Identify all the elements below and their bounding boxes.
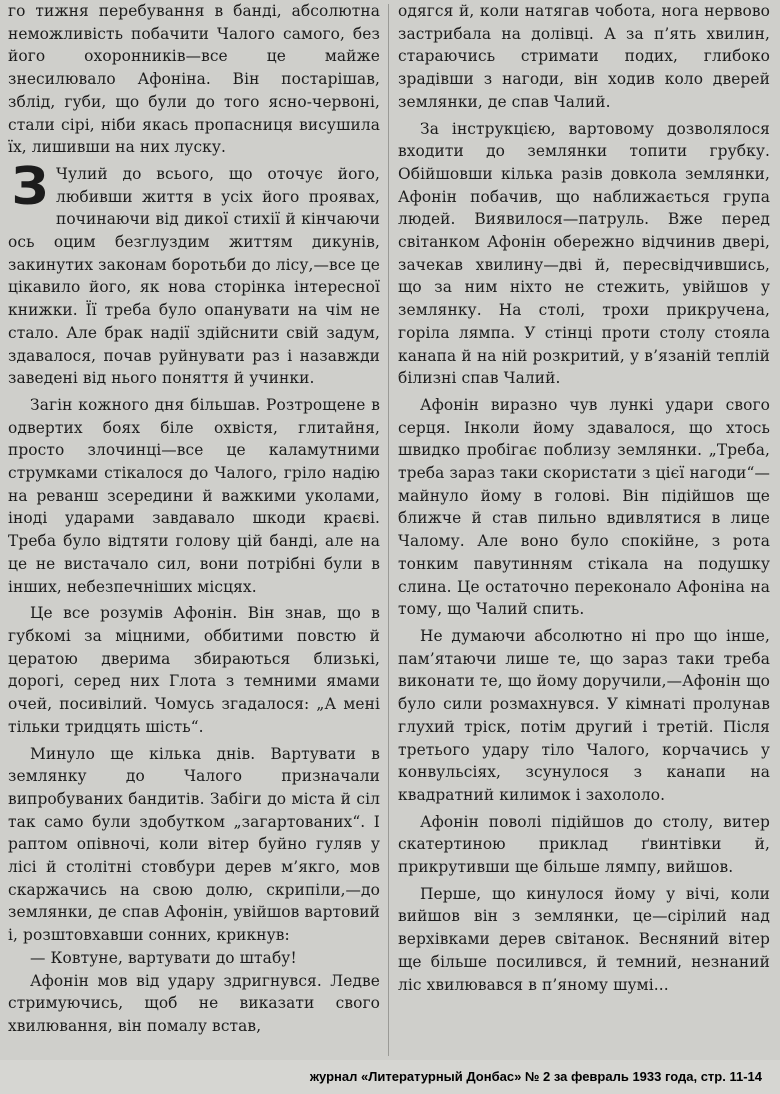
paragraph-with-dropcap xyxy=(8,156,380,390)
paragraph: Афонін поволі підійшов до столу, витер скатертиною приклад ґвинтівки й, прикрутивши ще більше лямпу, вийшов. xyxy=(398,812,770,877)
paragraph: Афонін мов від удару здригнувся. Ледве стримуючись, щоб не виказати свого хвилювання, він помалу встав, xyxy=(8,971,380,1035)
paragraph: го тижня перебування в банді, абсолютна неможливість побачити Чалого самого, без його охоронників—все це майже знесилювало Афоніна. Він постарішав, зблід, губи, що були до того ясно-червоні, стали сірі, ніби якась пропасниця висушила їх, лишивши на них луску. xyxy=(8,2,380,157)
paragraph: Минуло ще кілька днів. Вартувати в землянку до Чалого призначали випробуваних бандитів. Забіги до міста й сіл так само були здобутком „загартованих“. І раптом опівночі, коли вітер буйно гуляв у лісі й столітні стовбури дерев м’якго, мов скаржачись на свою долю, скрипіли,—до землянки, де спав Афонін, увійшов вартовий і, розштовхавши сонних, крикнув: xyxy=(8,744,380,945)
paragraph: одягся й, коли натягав чобота, нога нервово застрибала на долівці. А за п’ять хвилин, стараючись стримати подих, глибоко зрадівши з нагоди, він ходив коло дверей землянки, де спав Чалий. xyxy=(398,2,770,111)
dialogue-line: — Ковтуне, вартувати до штабу! xyxy=(30,948,297,967)
column-divider xyxy=(388,4,389,1056)
paragraph: Перше, що кинулося йому у вічі, коли вийшов він з землянки, це—сірілий над верхівками дерев світанок. Весняний вітер ще більше посилився, й темний, незнаний ліс хвилювався в п’яному шумі... xyxy=(398,884,770,994)
paragraph: Це все розумів Афонін. Він знав, що в губкомі за міцними, оббитими повстю й цератою дверима збираються близькі, дорогі, серед них Глота з темними ямами очей, посивілий. Чомусь згадалося: „А мені тільки тридцять шість“. xyxy=(8,604,380,736)
paragraph: Загін кожного дня більшав. Розтрощене в одвертих боях біле охвістя, глитайня, просто злочинці—все це каламутними струмками стікалося до Чалого, гріло надію на реванш зсередини й важкими уколами, іноді ударами завдавало шкоди краєві. Треба було відтяти голову цій банді, але на це не вистачало сил, вони потрібні були в інших, небезпечніших місцях. xyxy=(8,395,380,596)
drop-cap: З xyxy=(11,156,49,217)
source-caption: журнал «Литературный Донбас» № 2 за февраль 1933 года, стр. 11-14 xyxy=(309,1069,762,1084)
right-column xyxy=(398,0,770,996)
paragraph: Афонін виразно чув лункі удари свого серця. Інколи йому здавалося, що хтось швидко пробігає поблизу землянки. „Треба, треба зараз таки скористати з цієї нагоди“—майнуло йому в голові. Він підійшов ще ближче й став пильно вдивлятися в лице Чалому. Але воно було спокійне, з рота тонким павутинням стікала на подушку слина. Це остаточно переконало Афоніна на тому, що Чалий спить. xyxy=(398,395,770,619)
paragraph-text: Чулий до всього, що оточує його, любивши життя в усіх його проявах, починаючи від дикої стихії й кінчаючи ось оцим безглуздим життям дикунів, закинутих законам боротьби до лісу,—все це цікавило його, як нова сторінка інтересної книжки. Її треба було опанувати на чім не стало. Але брак надії здійснити свій задум, здавалося, почав руйнувати раз і назавжди заведені від нього поняття й учинки. xyxy=(8,164,380,388)
left-column xyxy=(8,0,380,1038)
paragraph: Не думаючи абсолютно ні про що інше, пам’ятаючи лише те, що зараз таки треба виконати те, що йому доручили,—Афонін що було сили розмахнувся. У кімнаті пролунав глухий тріск, потім другий і третій. Після третього удару тіло Чалого, корчачись у конвульсіях, зсунулося з канапи на квадратний килимок і захололо. xyxy=(398,626,770,804)
paragraph: За інструкцією, вартовому дозволялося входити до землянки топити грубку. Обійшовши кілька разів довкола землянки, Афонін побачив, що наближається група людей. Виявилося—патруль. Вже перед світанком Афонін обережно відчинив двері, зачекав хвилину—дві й, пересвідчившись, що за ним ніхто не стежить, увійшов у землянку. На столі, трохи прикручена, горіла лямпа. У стінці проти столу стояла канапа й на ній розкритий, у в’язаній теплій білизні спав Чалий. xyxy=(398,119,770,388)
